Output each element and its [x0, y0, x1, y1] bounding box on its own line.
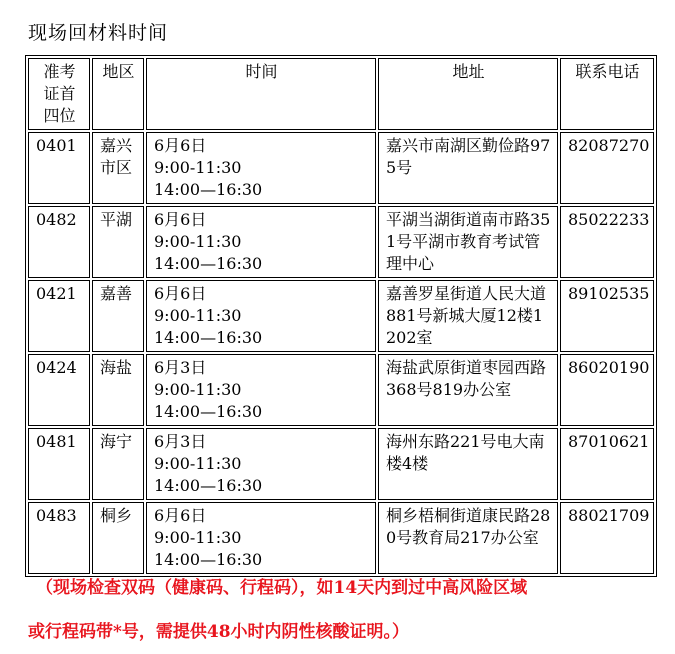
cell-time [146, 502, 376, 574]
time-date: 6月3日 [154, 358, 207, 377]
notice-line: 或行程码带*号，需提供48小时内阴性核酸证明。） [28, 622, 410, 642]
material-schedule-table [25, 55, 657, 577]
header-area: 地区 [92, 58, 144, 130]
time-afternoon: 14:00—16:30 [154, 328, 263, 347]
cell-address: 海盐武原街道枣园西路368号819办公室 [378, 354, 558, 426]
cell-phone: 86020190 [560, 354, 654, 426]
time-date: 6月6日 [154, 136, 207, 155]
cell-time [146, 280, 376, 352]
cell-area: 桐乡 [92, 502, 144, 574]
header-exam-code [28, 58, 90, 130]
header-exam-code-line: 证首 [43, 84, 76, 103]
health-code-notice [28, 566, 648, 654]
cell-address: 嘉兴市南湖区勤俭路975号 [378, 132, 558, 204]
cell-address: 嘉善罗星街道人民大道881号新城大厦12楼1202室 [378, 280, 558, 352]
time-afternoon: 14:00—16:30 [154, 254, 263, 273]
table-row [28, 132, 654, 204]
cell-phone: 85022233 [560, 206, 654, 278]
cell-time [146, 354, 376, 426]
time-morning: 9:00-11:30 [154, 380, 242, 399]
cell-code: 0401 [28, 132, 90, 204]
time-afternoon: 14:00—16:30 [154, 180, 263, 199]
cell-area: 平湖 [92, 206, 144, 278]
time-afternoon: 14:00—16:30 [154, 476, 263, 495]
time-date: 6月6日 [154, 210, 207, 229]
cell-phone: 88021709 [560, 502, 654, 574]
cell-code: 0483 [28, 502, 90, 574]
table-row [28, 428, 654, 500]
header-exam-code-line: 四位 [43, 106, 76, 125]
cell-code: 0481 [28, 428, 90, 500]
time-date: 6月3日 [154, 432, 207, 451]
table-header-row [28, 58, 654, 130]
cell-area: 海宁 [92, 428, 144, 500]
cell-area: 嘉善 [92, 280, 144, 352]
cell-phone: 82087270 [560, 132, 654, 204]
cell-time [146, 132, 376, 204]
time-date: 6月6日 [154, 284, 207, 303]
time-morning: 9:00-11:30 [154, 158, 242, 177]
time-morning: 9:00-11:30 [154, 232, 242, 251]
cell-phone: 89102535 [560, 280, 654, 352]
time-morning: 9:00-11:30 [154, 454, 242, 473]
page-title: 现场回材料时间 [28, 22, 169, 44]
table-row [28, 206, 654, 278]
notice-line: （现场检查双码（健康码、行程码），如14天内到过中高风险区域 [36, 578, 528, 598]
cell-address: 平湖当湖街道南市路351号平湖市教育考试管理中心 [378, 206, 558, 278]
header-address: 地址 [378, 58, 558, 130]
time-afternoon: 14:00—16:30 [154, 550, 263, 569]
table-row [28, 502, 654, 574]
cell-address: 桐乡梧桐街道康民路280号教育局217办公室 [378, 502, 558, 574]
cell-time [146, 428, 376, 500]
cell-area: 嘉兴市区 [92, 132, 144, 204]
cell-code: 0424 [28, 354, 90, 426]
time-morning: 9:00-11:30 [154, 306, 242, 325]
cell-area: 海盐 [92, 354, 144, 426]
time-afternoon: 14:00—16:30 [154, 402, 263, 421]
header-exam-code-line: 准考 [43, 62, 76, 81]
cell-address: 海州东路221号电大南楼4楼 [378, 428, 558, 500]
header-phone: 联系电话 [560, 58, 654, 130]
cell-time [146, 206, 376, 278]
time-morning: 9:00-11:30 [154, 528, 242, 547]
cell-code: 0421 [28, 280, 90, 352]
time-date: 6月6日 [154, 506, 207, 525]
cell-code: 0482 [28, 206, 90, 278]
table-row [28, 354, 654, 426]
table-row [28, 280, 654, 352]
cell-phone: 87010621 [560, 428, 654, 500]
header-time: 时间 [146, 58, 376, 130]
